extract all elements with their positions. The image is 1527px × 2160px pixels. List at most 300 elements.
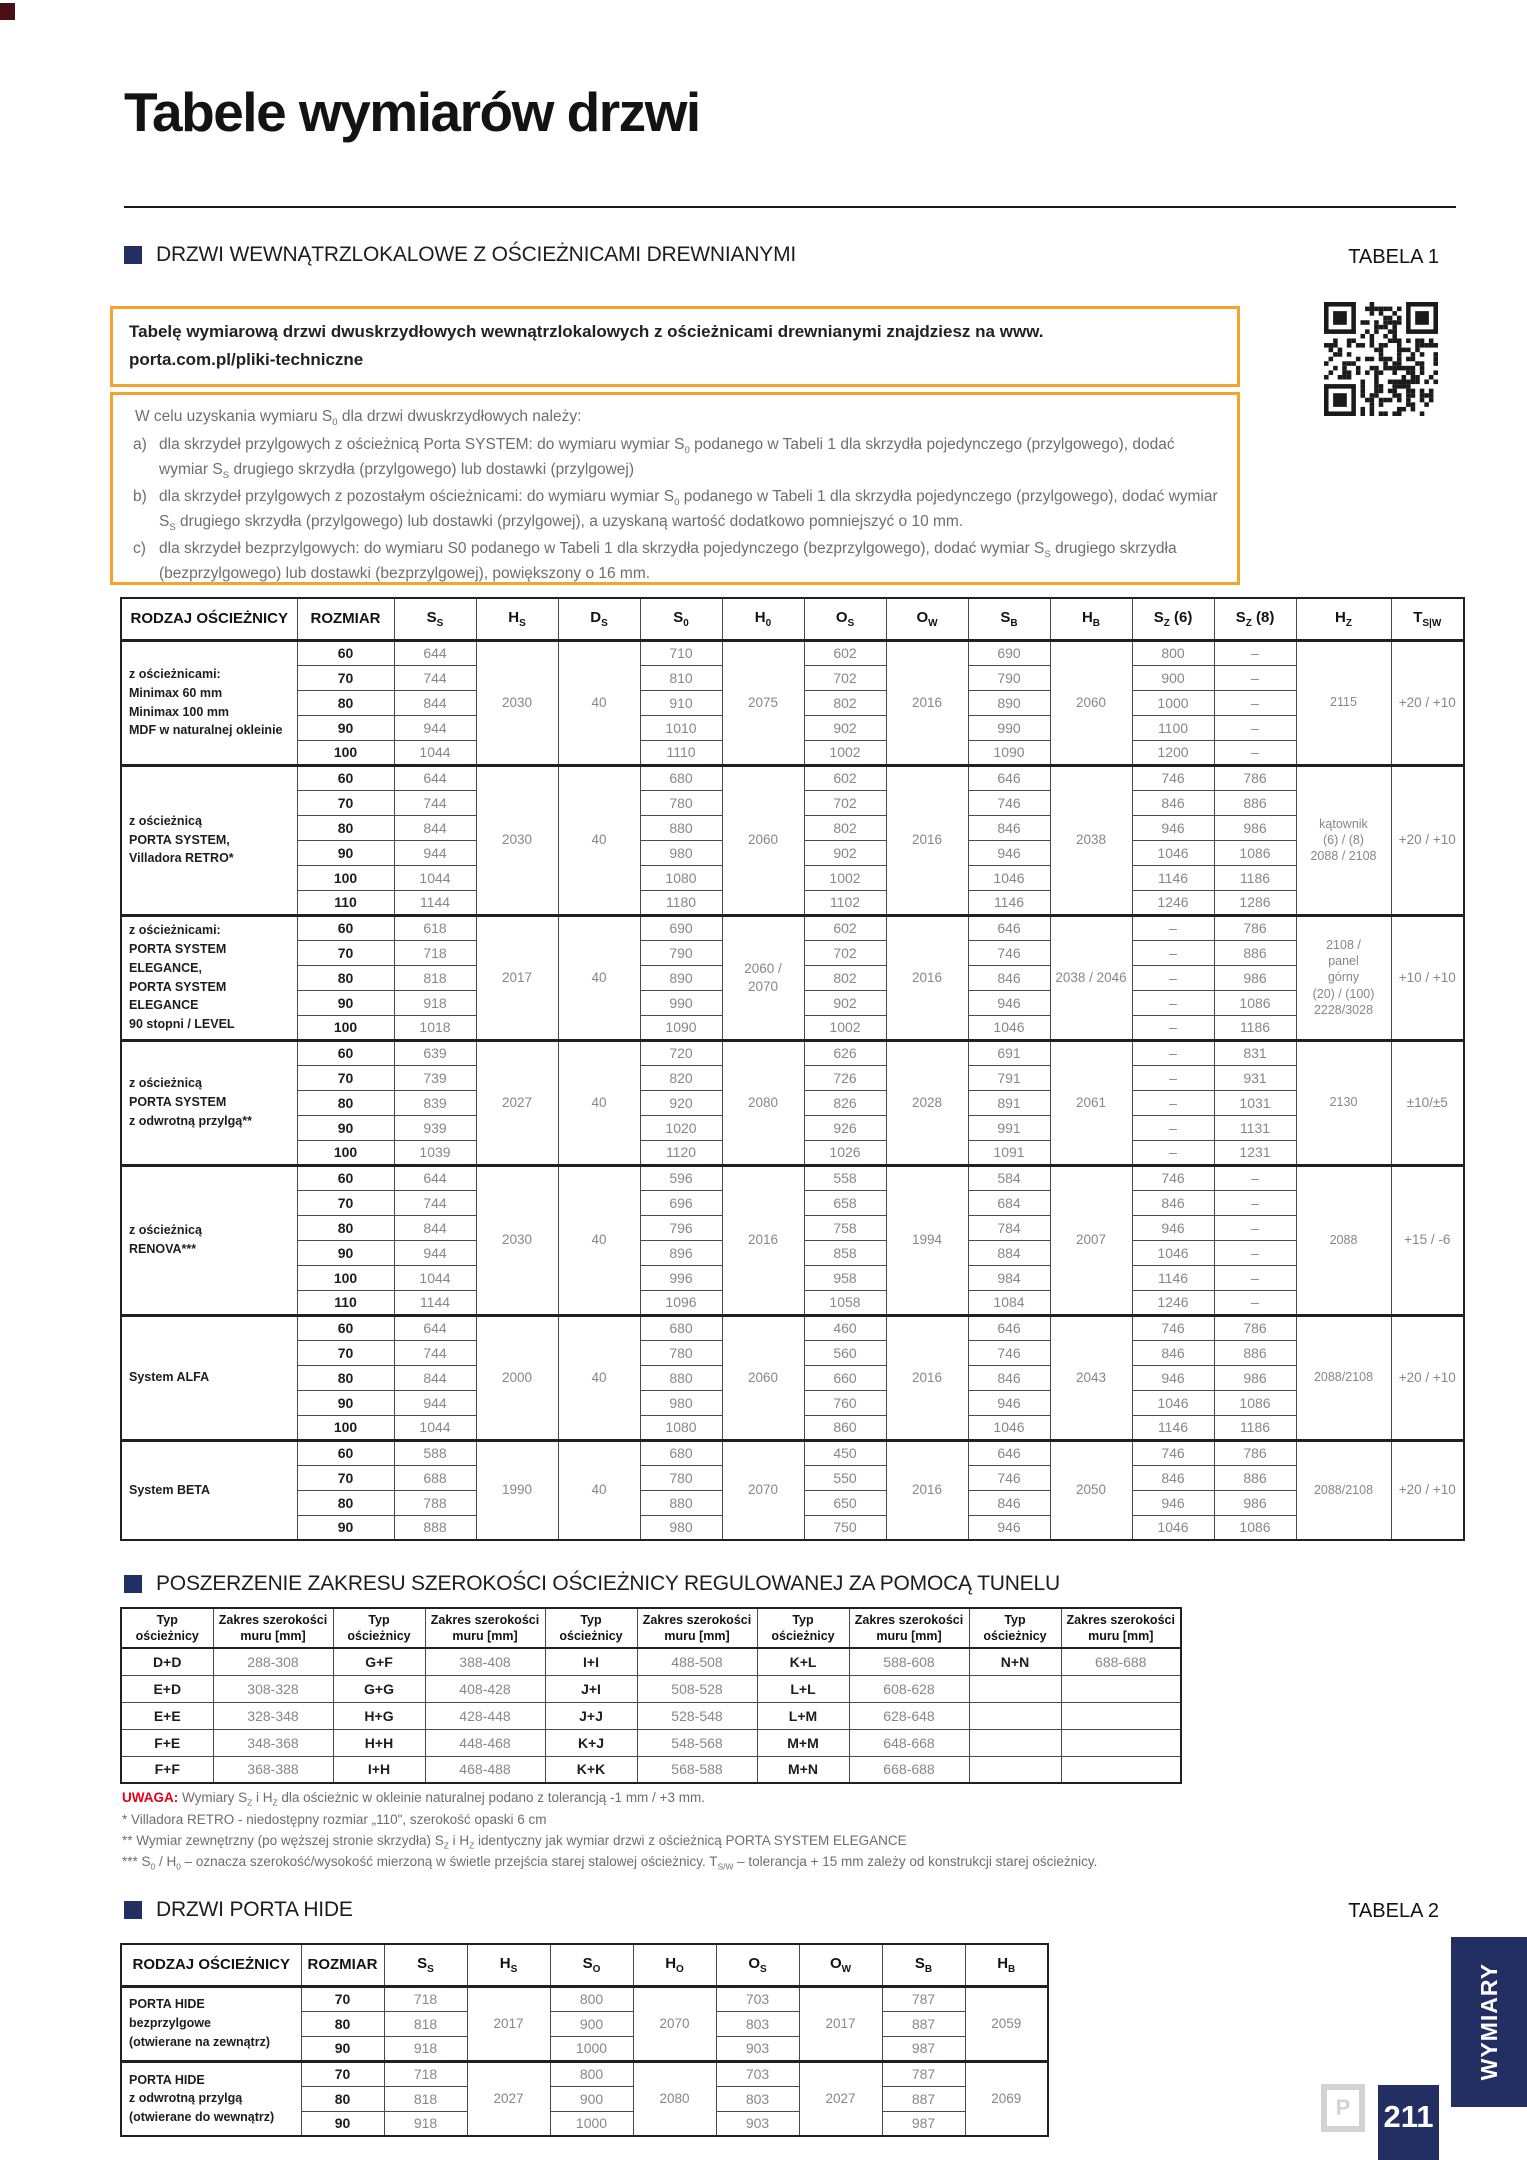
table-cell: 568-588: [637, 1756, 757, 1783]
column-header: Typ ościeżnicy: [757, 1608, 849, 1648]
table-cell: 946: [1132, 1365, 1214, 1390]
table-cell: [1061, 1702, 1181, 1729]
porta-logo: [1321, 2084, 1365, 2132]
table-cell: 791: [968, 1065, 1050, 1090]
table-cell: 1080: [640, 865, 722, 890]
table-cell: 1231: [1214, 1140, 1296, 1165]
row-group-label: PORTA HIDE bezprzylgowe (otwierane na zewnątrz): [121, 1986, 301, 2061]
table-cell: –: [1132, 1140, 1214, 1165]
table-cell: 70: [297, 1340, 394, 1365]
table-cell: 1002: [804, 740, 886, 765]
table-cell: 488-508: [637, 1648, 757, 1675]
table-cell: 800: [550, 1986, 633, 2011]
table-cell: 90: [297, 840, 394, 865]
table-row: [121, 1165, 1464, 1190]
table-row: [121, 1648, 1181, 1675]
table-cell: 548-568: [637, 1729, 757, 1756]
table-cell: 846: [968, 1490, 1050, 1515]
table-cell: 40: [558, 915, 640, 1040]
info-item: [127, 433, 1223, 484]
column-header: Zakres szerokości muru [mm]: [425, 1608, 545, 1648]
table-cell: 2043: [1050, 1315, 1132, 1440]
table-cell: 2130: [1296, 1040, 1391, 1165]
table-cell: 680: [640, 1315, 722, 1340]
table-cell: 1046: [1132, 840, 1214, 865]
table-cell: 1046: [968, 865, 1050, 890]
table-cell: 786: [1214, 915, 1296, 940]
table-cell: 90: [301, 2036, 384, 2061]
table-cell: –: [1214, 1265, 1296, 1290]
table-cell: 886: [1214, 790, 1296, 815]
table-cell: ±10/±5: [1391, 1040, 1464, 1165]
table-cell: 984: [968, 1265, 1050, 1290]
table-cell: 1186: [1214, 1415, 1296, 1440]
table-cell: 90: [297, 1515, 394, 1540]
table-cell: 886: [1214, 1340, 1296, 1365]
table-cell: 680: [640, 765, 722, 790]
table-cell: 60: [297, 1165, 394, 1190]
table-cell: E+E: [121, 1702, 213, 1729]
table-cell: 650: [804, 1490, 886, 1515]
table-cell: 658: [804, 1190, 886, 1215]
table-cell: G+G: [333, 1675, 425, 1702]
table-cell: 846: [1132, 1340, 1214, 1365]
table-cell: 100: [297, 1015, 394, 1040]
table-cell: 1286: [1214, 890, 1296, 915]
table-cell: 80: [297, 815, 394, 840]
table-cell: 902: [804, 715, 886, 740]
table-cell: 60: [297, 640, 394, 665]
table-cell: 800: [1132, 640, 1214, 665]
table-cell: 844: [394, 690, 476, 715]
table-row: [121, 1702, 1181, 1729]
table-cell: 1246: [1132, 890, 1214, 915]
table-cell: M+N: [757, 1756, 849, 1783]
table-cell: 1110: [640, 740, 722, 765]
title-divider: [124, 206, 1456, 208]
table-cell: 596: [640, 1165, 722, 1190]
table-cell: 70: [297, 790, 394, 815]
info-item: [127, 537, 1223, 586]
table-cell: K+L: [757, 1648, 849, 1675]
info-box: [110, 392, 1240, 585]
table-cell: 1080: [640, 1415, 722, 1440]
table-row: [121, 1315, 1464, 1340]
table-cell: 890: [968, 690, 1050, 715]
table-cell: 1146: [1132, 1415, 1214, 1440]
table-cell: –: [1214, 1290, 1296, 1315]
page-number: 211: [1378, 2085, 1439, 2160]
table-cell: 1000: [550, 2036, 633, 2061]
section-heading: DRZWI WEWNĄTRZLOKALOWE Z OŚCIEŻNICAMI DREWNIANYMI: [156, 243, 797, 266]
table-row: [121, 915, 1464, 940]
table-cell: 980: [640, 1515, 722, 1540]
table-cell: 790: [968, 665, 1050, 690]
table-cell: 2088/2108: [1296, 1315, 1391, 1440]
table-cell: 880: [640, 815, 722, 840]
table-cell: 90: [297, 715, 394, 740]
table-cell: [1061, 1675, 1181, 1702]
table-cell: 1018: [394, 1015, 476, 1040]
table-cell: 944: [394, 1390, 476, 1415]
table-cell: D+D: [121, 1648, 213, 1675]
table-cell: 986: [1214, 815, 1296, 840]
table-cell: 786: [1214, 765, 1296, 790]
table-cell: 780: [640, 790, 722, 815]
table-cell: –: [1132, 1065, 1214, 1090]
side-tab-label: WYMIARY: [1475, 1963, 1502, 2081]
table-cell: 918: [384, 2111, 467, 2136]
table-cell: 1044: [394, 1265, 476, 1290]
section-header-porta-hide: [124, 1898, 353, 1922]
table-cell: 780: [640, 1465, 722, 1490]
table-cell: [1061, 1756, 1181, 1783]
table-cell: –: [1214, 1215, 1296, 1240]
table-cell: 944: [394, 715, 476, 740]
column-header: $H_B$: [1050, 598, 1132, 640]
table-cell: K+K: [545, 1756, 637, 1783]
table-cell: –: [1132, 965, 1214, 990]
table-cell: 608-628: [849, 1675, 969, 1702]
table-cell: F+E: [121, 1729, 213, 1756]
table-cell: 2027: [799, 2061, 882, 2136]
column-header: Typ ościeżnicy: [121, 1608, 213, 1648]
table-cell: 900: [550, 2086, 633, 2111]
table-cell: 2017: [799, 1986, 882, 2061]
table-cell: 1086: [1214, 1390, 1296, 1415]
info-items: [127, 433, 1223, 586]
table-cell: 1000: [1132, 690, 1214, 715]
table-cell: 308-328: [213, 1675, 333, 1702]
table-cell: 680: [640, 1440, 722, 1465]
table-cell: 584: [968, 1165, 1050, 1190]
table-cell: 1246: [1132, 1290, 1214, 1315]
table-cell: 60: [297, 915, 394, 940]
table-cell: 1086: [1214, 1515, 1296, 1540]
table-cell: 588-608: [849, 1648, 969, 1675]
table-cell: 710: [640, 640, 722, 665]
table-cell: –: [1132, 915, 1214, 940]
table-cell: –: [1132, 940, 1214, 965]
table2-porta-hide: [120, 1943, 1049, 2137]
table-cell: 2115: [1296, 640, 1391, 765]
table-cell: –: [1214, 715, 1296, 740]
table-cell: 920: [640, 1090, 722, 1115]
table-cell: 80: [297, 1365, 394, 1390]
table-row: [121, 765, 1464, 790]
table-cell: 703: [716, 2061, 799, 2086]
table-cell: 918: [394, 990, 476, 1015]
table-cell: 944: [394, 1240, 476, 1265]
table-cell: 1090: [968, 740, 1050, 765]
table-cell: 746: [968, 940, 1050, 965]
table-cell: 2080: [722, 1040, 804, 1165]
table-cell: 1046: [968, 1015, 1050, 1040]
table-cell: 720: [640, 1040, 722, 1065]
table-cell: 588: [394, 1440, 476, 1465]
table-cell: 100: [297, 740, 394, 765]
footnote-uwaga: [122, 1788, 1467, 1810]
table-cell: 946: [1132, 1215, 1214, 1240]
table-cell: I+H: [333, 1756, 425, 1783]
table-cell: 744: [394, 1190, 476, 1215]
table-cell: 944: [394, 840, 476, 865]
porta-logo-letter: P: [1335, 2095, 1351, 2120]
table-cell: 1146: [968, 890, 1050, 915]
table-cell: 744: [394, 1340, 476, 1365]
column-header: $H_Z$: [1296, 598, 1391, 640]
table-cell: 790: [640, 940, 722, 965]
table-cell: –: [1132, 1015, 1214, 1040]
table-cell: 844: [394, 815, 476, 840]
header-row: [121, 1944, 1048, 1986]
table-cell: 802: [804, 815, 886, 840]
table-cell: 2007: [1050, 1165, 1132, 1315]
table-cell: –: [1214, 665, 1296, 690]
table-cell: 460: [804, 1315, 886, 1340]
table-cell: 2070: [633, 1986, 716, 2061]
column-header: $O_W$: [886, 598, 968, 640]
info-item-text: dla skrzydeł przylgowych z ościeżnicą Porta SYSTEM: do wymiaru wymiar $S_0$ podanego w Tabeli 1 dla skrzydła pojedynczego (przylgowego), dodać wymiar $S_S$ drugiego skrzydła (przylgowego) lub dostawki (przylgowej): [159, 435, 1175, 482]
table-cell: 846: [968, 1365, 1050, 1390]
column-header: $S_O$: [550, 1944, 633, 1986]
section-header-wooden-frames: [124, 243, 796, 267]
table-cell: +10 / +10: [1391, 915, 1464, 1040]
table-cell: 90: [297, 1240, 394, 1265]
table-cell: 846: [1132, 1190, 1214, 1215]
table-cell: 888: [394, 1515, 476, 1540]
row-group-label: z ościeżnicami: PORTA SYSTEM ELEGANCE, PORTA SYSTEM ELEGANCE 90 stopni / LEVEL: [121, 915, 297, 1040]
table-cell: 946: [968, 840, 1050, 865]
table-cell: 750: [804, 1515, 886, 1540]
column-header: Zakres szerokości muru [mm]: [849, 1608, 969, 1648]
table-cell: 1144: [394, 1290, 476, 1315]
table-cell: 450: [804, 1440, 886, 1465]
table-cell: 702: [804, 665, 886, 690]
table-cell: L+L: [757, 1675, 849, 1702]
table-cell: [969, 1675, 1061, 1702]
table-cell: 40: [558, 1440, 640, 1540]
table-row: [121, 1756, 1181, 1783]
table-cell: 1096: [640, 1290, 722, 1315]
table-cell: 2030: [476, 765, 558, 915]
table-cell: 408-428: [425, 1675, 545, 1702]
table-row: [121, 1440, 1464, 1465]
table-cell: 100: [297, 1415, 394, 1440]
table-cell: 2027: [476, 1040, 558, 1165]
table-cell: 1026: [804, 1140, 886, 1165]
table-cell: 2028: [886, 1040, 968, 1165]
table-cell: 987: [882, 2036, 965, 2061]
table-cell: 1046: [968, 1415, 1050, 1440]
table-cell: L+M: [757, 1702, 849, 1729]
table-cell: 100: [297, 1140, 394, 1165]
table-cell: 448-468: [425, 1729, 545, 1756]
table-cell: 70: [297, 665, 394, 690]
table-cell: 746: [968, 1340, 1050, 1365]
section-header-tunnel: [124, 1572, 1060, 1596]
table-cell: 703: [716, 1986, 799, 2011]
table-cell: 880: [640, 1490, 722, 1515]
table-cell: 70: [301, 1986, 384, 2011]
table-cell: 40: [558, 640, 640, 765]
column-header: Zakres szerokości muru [mm]: [213, 1608, 333, 1648]
table-cell: 839: [394, 1090, 476, 1115]
table-cell: 780: [640, 1340, 722, 1365]
table-cell: +15 / -6: [1391, 1165, 1464, 1315]
table-cell: 986: [1214, 1490, 1296, 1515]
info-item-label: b): [133, 487, 147, 505]
table-cell: G+F: [333, 1648, 425, 1675]
table-cell: +20 / +10: [1391, 640, 1464, 765]
table-cell: 1031: [1214, 1090, 1296, 1115]
wymiary-side-tab: [1451, 1937, 1527, 2107]
table-cell: 939: [394, 1115, 476, 1140]
table-cell: 2088: [1296, 1165, 1391, 1315]
table-cell: 528-548: [637, 1702, 757, 1729]
table-cell: 718: [384, 1986, 467, 2011]
table-cell: 746: [1132, 765, 1214, 790]
table-cell: 818: [384, 2086, 467, 2111]
info-item-text: dla skrzydeł przylgowych z pozostałym ościeżnicami: do wymiaru wymiar $S_0$ podanego w Tabeli 1 dla skrzydła pojedynczego (przylgowego), dodać wymiar $S_S$ drugiego skrzydła (przylgowego) lub dostawki (przylgowej), a uzyskaną wartość dodatkowo pomniejszyć o 10 mm.: [159, 487, 1218, 534]
table-cell: 1058: [804, 1290, 886, 1315]
table-cell: 810: [640, 665, 722, 690]
table-cell: 884: [968, 1240, 1050, 1265]
table-cell: 758: [804, 1215, 886, 1240]
table-cell: 986: [1214, 1365, 1296, 1390]
table-cell: 1000: [550, 2111, 633, 2136]
table-cell: 787: [882, 2061, 965, 2086]
table-cell: 860: [804, 1415, 886, 1440]
table-cell: 718: [384, 2061, 467, 2086]
table-cell: 2016: [886, 1440, 968, 1540]
table-cell: 1144: [394, 890, 476, 915]
table-cell: kątownik (6) / (8) 2088 / 2108: [1296, 765, 1391, 915]
column-header: ROZMIAR: [297, 598, 394, 640]
table-cell: –: [1132, 1040, 1214, 1065]
table-cell: 90: [297, 990, 394, 1015]
table-cell: 100: [297, 1265, 394, 1290]
table-cell: 626: [804, 1040, 886, 1065]
table-cell: 900: [550, 2011, 633, 2036]
section-heading: DRZWI PORTA HIDE: [156, 1898, 353, 1921]
table-cell: J+J: [545, 1702, 637, 1729]
table-cell: 644: [394, 640, 476, 665]
uwaga-text: Wymiary $S_Z$ i $H_Z$ dla ościeżnic w okleinie naturalnej podano z tolerancją -1 mm / +3 mm.: [178, 1790, 705, 1808]
table-cell: 903: [716, 2036, 799, 2061]
table-cell: 2050: [1050, 1440, 1132, 1540]
page-title: Tabele wymiarów drzwi: [124, 81, 700, 143]
table-cell: 644: [394, 1165, 476, 1190]
table-cell: 688: [394, 1465, 476, 1490]
table-cell: 986: [1214, 965, 1296, 990]
table-cell: +20 / +10: [1391, 765, 1464, 915]
tabela1-label: TABELA 1: [1348, 246, 1439, 268]
table-cell: 110: [297, 890, 394, 915]
table-cell: 1020: [640, 1115, 722, 1140]
table-cell: 902: [804, 990, 886, 1015]
table-cell: 846: [968, 965, 1050, 990]
table-cell: –: [1214, 690, 1296, 715]
row-group-label: System ALFA: [121, 1315, 297, 1440]
table-cell: 40: [558, 1165, 640, 1315]
table-cell: N+N: [969, 1648, 1061, 1675]
table-cell: 1146: [1132, 1265, 1214, 1290]
table-cell: 1039: [394, 1140, 476, 1165]
column-header: $H_B$: [965, 1944, 1048, 1986]
table-cell: 1100: [1132, 715, 1214, 740]
table-cell: 80: [297, 965, 394, 990]
table-cell: 946: [968, 990, 1050, 1015]
row-group-label: z ościeżnicą RENOVA***: [121, 1165, 297, 1315]
table-cell: 648-668: [849, 1729, 969, 1756]
footnote-line: *** $S_0 / H_0$ – oznacza szerokość/wysokość mierzoną w świetle przejścia starej stalowej ościeżnicy. $T_{S/W}$ – tolerancja + 15 mm zależy od konstrukcji starej ościeżnicy.: [122, 1854, 1098, 1872]
table-cell: 1002: [804, 1015, 886, 1040]
table-cell: –: [1214, 740, 1296, 765]
table-cell: [1061, 1729, 1181, 1756]
table-cell: 602: [804, 765, 886, 790]
table-cell: 958: [804, 1265, 886, 1290]
column-header: $S_Z$ (8): [1214, 598, 1296, 640]
table-cell: 1990: [476, 1440, 558, 1540]
qr-code: [1324, 302, 1438, 416]
column-header: $H_S$: [467, 1944, 550, 1986]
table-cell: 558: [804, 1165, 886, 1190]
table1-dimensions: [120, 597, 1465, 1541]
table-cell: 891: [968, 1090, 1050, 1115]
table-cell: 646: [968, 765, 1050, 790]
column-header: $S_S$: [384, 1944, 467, 1986]
table-cell: 800: [550, 2061, 633, 2086]
table-cell: 786: [1214, 1440, 1296, 1465]
table-cell: H+H: [333, 1729, 425, 1756]
page-corner-mark: [0, 3, 15, 20]
table-cell: 60: [297, 1315, 394, 1340]
table-cell: 690: [968, 640, 1050, 665]
table-cell: 1186: [1214, 865, 1296, 890]
table-cell: 2017: [467, 1986, 550, 2061]
column-header: Zakres szerokości muru [mm]: [637, 1608, 757, 1648]
table-row: [121, 1986, 1048, 2011]
table-cell: 887: [882, 2086, 965, 2111]
column-header: $O_S$: [716, 1944, 799, 1986]
table-cell: 1084: [968, 1290, 1050, 1315]
table-cell: 880: [640, 1365, 722, 1390]
column-header: $H_S$: [476, 598, 558, 640]
table-cell: 40: [558, 1315, 640, 1440]
table-cell: 646: [968, 915, 1050, 940]
table-cell: 1146: [1132, 865, 1214, 890]
table-cell: 1994: [886, 1165, 968, 1315]
column-header: Typ ościeżnicy: [969, 1608, 1061, 1648]
table-cell: –: [1214, 1165, 1296, 1190]
table-cell: 100: [297, 865, 394, 890]
table-cell: 328-348: [213, 1702, 333, 1729]
table-row: [121, 1729, 1181, 1756]
table-cell: 80: [297, 1215, 394, 1240]
table-cell: 2016: [886, 915, 968, 1040]
table-cell: 890: [640, 965, 722, 990]
table-cell: +20 / +10: [1391, 1315, 1464, 1440]
table-cell: 2030: [476, 1165, 558, 1315]
table-cell: 90: [301, 2111, 384, 2136]
table-cell: 508-528: [637, 1675, 757, 1702]
table-cell: 1086: [1214, 840, 1296, 865]
table-cell: 991: [968, 1115, 1050, 1140]
table-cell: 2016: [722, 1165, 804, 1315]
table-cell: 644: [394, 1315, 476, 1340]
table-cell: 844: [394, 1365, 476, 1390]
